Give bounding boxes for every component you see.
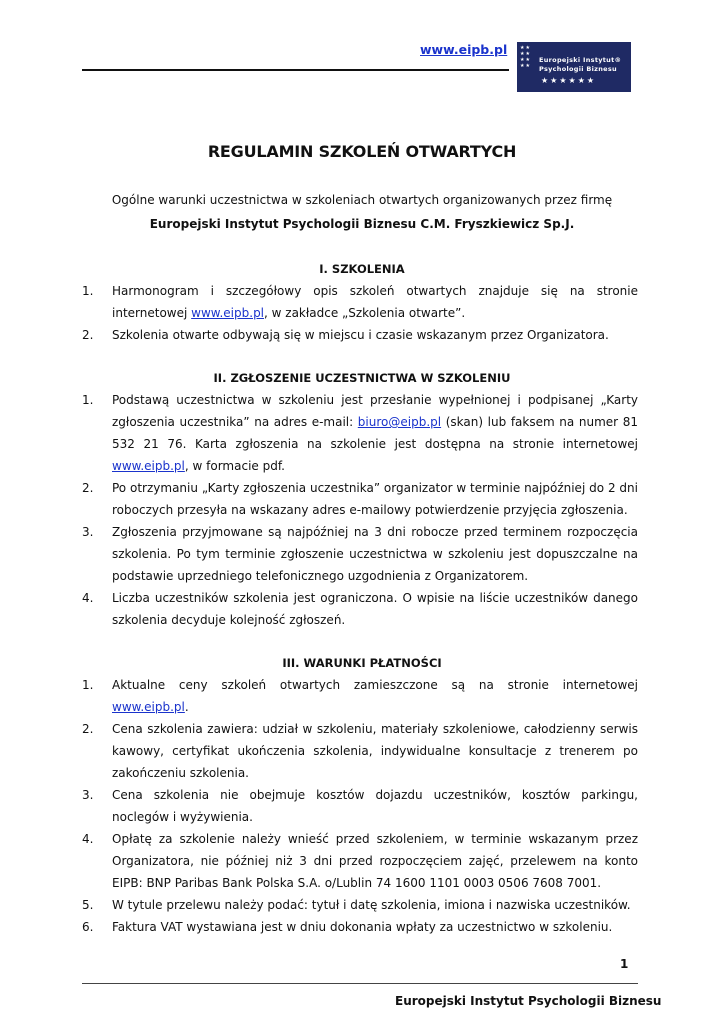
list-item: 4. Liczba uczestników szkolenia jest ograniczona. O wpisie na liście uczestników danego szkolenia decyduje kolejność zgłoszeń. [82,591,638,627]
logo-line1: Europejski Instytut® [539,56,622,64]
section-list [82,674,638,938]
section-list [82,389,638,631]
document-title: REGULAMIN SZKOLEŃ OTWARTYCH [207,142,517,161]
website-link[interactable]: www.eipb.pl [191,306,265,320]
section-heading: I. SZKOLENIA [319,262,405,276]
list-item: 3. Cena szkolenia nie obejmuje kosztów dojazdu uczestników, kosztów parkingu, noclegów i wyżywienia. [82,788,638,824]
website-link[interactable]: www.eipb.pl [112,700,185,714]
footer-rule [82,983,638,984]
list-item: 3. Zgłoszenia przyjmowane są najpóźniej na 3 dni robocze przed terminem rozpoczęcia szkolenia. Po tym terminie zgłoszenie uczestnictwa w szkoleniu jest dopuszczalne na podstawie uprzedniego telefonicznego uzgodnienia z Organizatorem. [82,525,638,583]
company-logo [517,42,631,92]
list-item: 2. Szkolenia otwarte odbywają się w miejscu i czasie wskazanym przez Organizatora. [82,328,609,342]
logo-line2: Psychologii Biznesu [539,65,617,73]
section-heading: III. WARUNKI PŁATNOŚCI [282,656,442,670]
logo-bottom-stars-icon: ★★★★★★ [541,76,597,85]
header-url-link[interactable]: www.eipb.pl [420,42,508,57]
section-heading: II. ZGŁOSZENIE UCZESTNICTWA W SZKOLENIU [213,371,511,385]
list-item: 1. Aktualne ceny szkoleń otwartych zamieszczone są na stronie internetowej www.eipb.pl. [82,678,638,714]
logo-stars-icon: ★★ ★★ ★★ ★★ [520,45,531,69]
page-number: 1 [620,957,629,971]
list-item: 2. Cena szkolenia zawiera: udział w szkoleniu, materiały szkoleniowe, całodzienny serwis kawowy, certyfikat ukończenia szkolenia, indywidualne konsultacje z trenerem po zakończeniu szkolenia. [82,722,638,780]
intro-company-name: Europejski Instytut Psychologii Biznesu C.M. Fryszkiewicz Sp.J. [149,217,575,231]
header-rule [82,69,509,71]
list-item: 4. Opłatę za szkolenie należy wnieść przed szkoleniem, w terminie wskazanym przez Organizatora, nie później niż 3 dni przed rozpoczęciem zajęć, przelewem na konto EIPB: BNP Paribas Bank Polska S.A. o/Lublin 74 1600 1101 0003 0506 7608 7001. [82,832,638,890]
list-item: 5. W tytule przelewu należy podać: tytuł i datę szkolenia, imiona i nazwiska uczestników. [82,898,631,912]
intro-line1: Ogólne warunki uczestnictwa w szkoleniach otwartych organizowanych przez firmę [111,193,613,207]
list-item: 1. Podstawą uczestnictwa w szkoleniu jest przesłanie wypełnionej i podpisanej „Karty zgłoszenia uczestnika” na adres e-mail: biuro@eipb.pl (skan) lub faksem na numer 81 532 21 76. Karta zgłoszenia na szkolenie jest dostępna na stronie internetowej www.eipb.pl, w formacie pdf. [82,393,638,473]
website-link[interactable]: www.eipb.pl [112,459,185,473]
section-list [82,280,638,346]
list-item: 1. Harmonogram i szczegółowy opis szkoleń otwartych znajduje się na stronie internetowej www.eipb.pl, w zakładce „Szkolenia otwarte”. [82,284,638,320]
list-item: 2. Po otrzymaniu „Karty zgłoszenia uczestnika” organizator w terminie najpóźniej do 2 dni roboczych przesyła na wskazany adres e-mailowy potwierdzenie przyjęcia zgłoszenia. [82,481,638,517]
list-item: 6. Faktura VAT wystawiana jest w dniu dokonania wpłaty za uczestnictwo w szkoleniu. [82,920,613,934]
email-link[interactable]: biuro@eipb.pl [357,415,442,429]
footer-company-name: Europejski Instytut Psychologii Biznesu [395,994,662,1008]
